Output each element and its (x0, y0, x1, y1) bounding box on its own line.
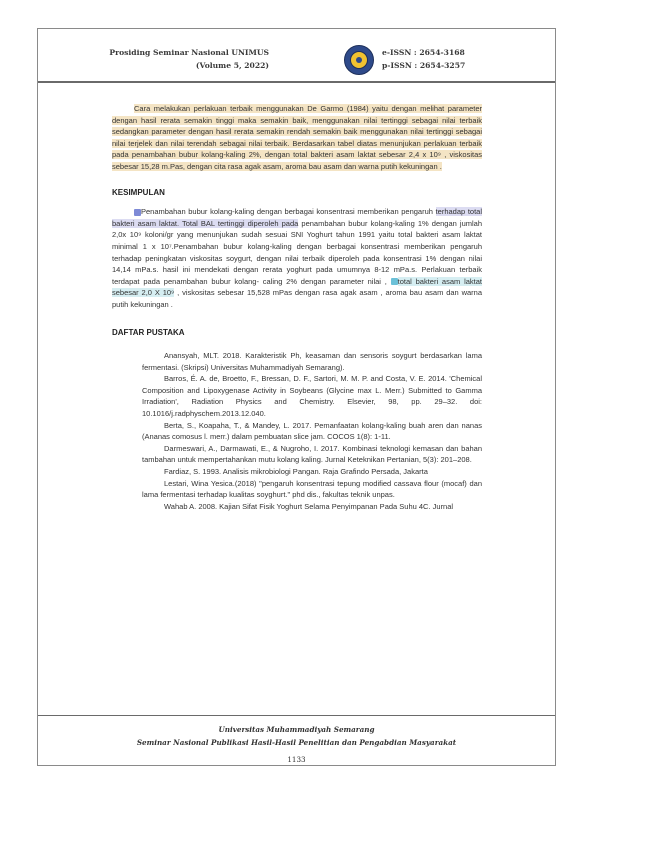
paragraph-conclusion: Penambahan bubur kolang-kaling dengan berbagai konsentrasi memberikan pengaruh terhadap total bakteri asam laktat. Total BAL tertinggi diperoleh pada penambahan bubur kolang-kaling 1% dengan jumlah 2,0x 10⁹ koloni/gr yang menunjukan sudah sesuai SNI Yoghurt tahun 1991 yaitu total bakteri asam laktat minimal 1 x 10⁷.Penambahan bubur kolang-kaling dengan berbagai konsentrasi memberikan pengaruh terhadap peningkatan viskositas soygurt, dengan nilai terbaik diperoleh pada konsentrasi 1% dengan nilai 14,14 mPa.s. hasil ini mendekati dengan rerata yoghurt pada umumnya 8-12 mPa.s. Perlakuan terbaik terdapat pada penambahan bubur kolang- caling 2% dengan parameter nilai , total bakteri asam laktat sebesar 2,0 X 10⁹ , viskositas sebesar 15,528 mPas dengan rasa agak asam , aroma bau asam dan warna putih kekuningan . (112, 207, 482, 309)
issn-block (382, 46, 465, 72)
highlighted-text: terhadap total bakteri asam laktat. Total BAL tertinggi diperoleh pada (112, 207, 482, 228)
paper-page (37, 28, 556, 766)
page-footer (38, 723, 555, 766)
footer-divider (38, 715, 555, 716)
highlighted-text: Cara melakukan perlakuan terbaik menggunakan De Garmo (1984) yaitu dengan melihat parameter dengan hasil rerata semakin tinggi maka semakin baik, menggunakan nilai tertinggi sebagai nilai terbaik sedangkan parameter dengan hasil rerata semakin rendah semakin baik menggunakan nilai tertinggi sebagai nilai terjelek dan nilai terendah sebagai nilai terbaik. Berdasarkan tabel diatas menunjukan perlakuan terbaik pada penambahan bubur kolang-kaling 2%, dengan total bakteri asam laktat sebesar 2,4 x 10⁹ , viskositas sebesar 15,28 m.Pas, dengan cita rasa agak asam, aroma bau asam dan warna putih kekuningan . (112, 104, 482, 171)
proceedings-volume: (Volume 5, 2022) (195, 61, 269, 70)
page-number: 1133 (287, 755, 306, 764)
reference-item: Darmeswari, A., Darmawati, E., & Nugroho, I. 2017. Kombinasi teknologi kemasan dan bahan tambahan untuk mempertahankan mutu kolang kaling. Jurnal Keteknikan Pertanian, 5(3): 201–208. (142, 443, 482, 465)
reference-item: Fardiaz, S. 1993. Analisis mikrobiologi Pangan. Raja Grafindo Persada, Jakarta (164, 467, 428, 477)
page-content (112, 103, 482, 512)
proceedings-title (109, 46, 269, 72)
reference-list (112, 350, 482, 512)
annotation-note-icon[interactable] (134, 209, 141, 216)
p-issn: p-ISSN : 2654-3257 (382, 61, 466, 70)
university-seal-icon (344, 45, 374, 75)
annotation-note-icon[interactable] (391, 278, 398, 285)
header-divider (38, 81, 555, 83)
proceedings-name: Prosiding Seminar Nasional UNIMUS (109, 48, 269, 57)
reference-item: Berta, S., Koapaha, T., & Mandey, L. 2017. Pemanfaatan kolang-kaling buah aren dan nanas (Ananas comosus l. merr.) dalam pembuatan slice jam. COCOS 1(8): 1-11. (142, 420, 482, 442)
reference-item: Wahab A. 2008. Kajian Sifat Fisik Yoghurt Selama Penyimpanan Pada Suhu 4C. Jurnal (164, 501, 454, 511)
reference-item: Barros, É. A. de, Broetto, F., Bressan, D. F., Sartori, M. M. P. and Costa, V. E. 2014. 'Chemical Composition and Lipoxygenase Activity in Soybeans (Glycine max L. Merr.) Submitted to Gamma Irradiation', Radiation Physics and Chemistry. Elsevier, 98, pp. 29–32. doi: 10.1016/j.radphyschem.2013.12.040. (142, 374, 482, 419)
paragraph-best-treatment (112, 103, 482, 173)
e-issn: e-ISSN : 2654-3168 (382, 48, 465, 57)
section-heading-kesimpulan: KESIMPULAN (112, 187, 165, 197)
footer-seminar: Seminar Nasional Publikasi Hasil-Hasil Penelitian dan Pengabdian Masyarakat (136, 738, 457, 747)
footer-university: Universitas Muhammadiyah Semarang (218, 725, 375, 734)
reference-item: Lestari, Wina Yesica.(2018) "pengaruh konsentrasi tepung modified cassava flour (mocaf) dan lama fermentasi terhadap kualitas soyghurt." phd dis., fakultas teknik unpas. (142, 478, 482, 500)
section-heading-daftar-pustaka: DAFTAR PUSTAKA (112, 327, 185, 337)
reference-item: Anansyah, MLT. 2018. Karakteristik Ph, keasaman dan sensoris soygurt berdasarkan lama fermentasi. (Skripsi) Universitas Muhammadiyah Semarang). (142, 351, 482, 372)
highlighted-text: total bakteri asam laktat sebesar 2,0 X 10⁹ (112, 276, 482, 298)
page-header (38, 43, 555, 79)
